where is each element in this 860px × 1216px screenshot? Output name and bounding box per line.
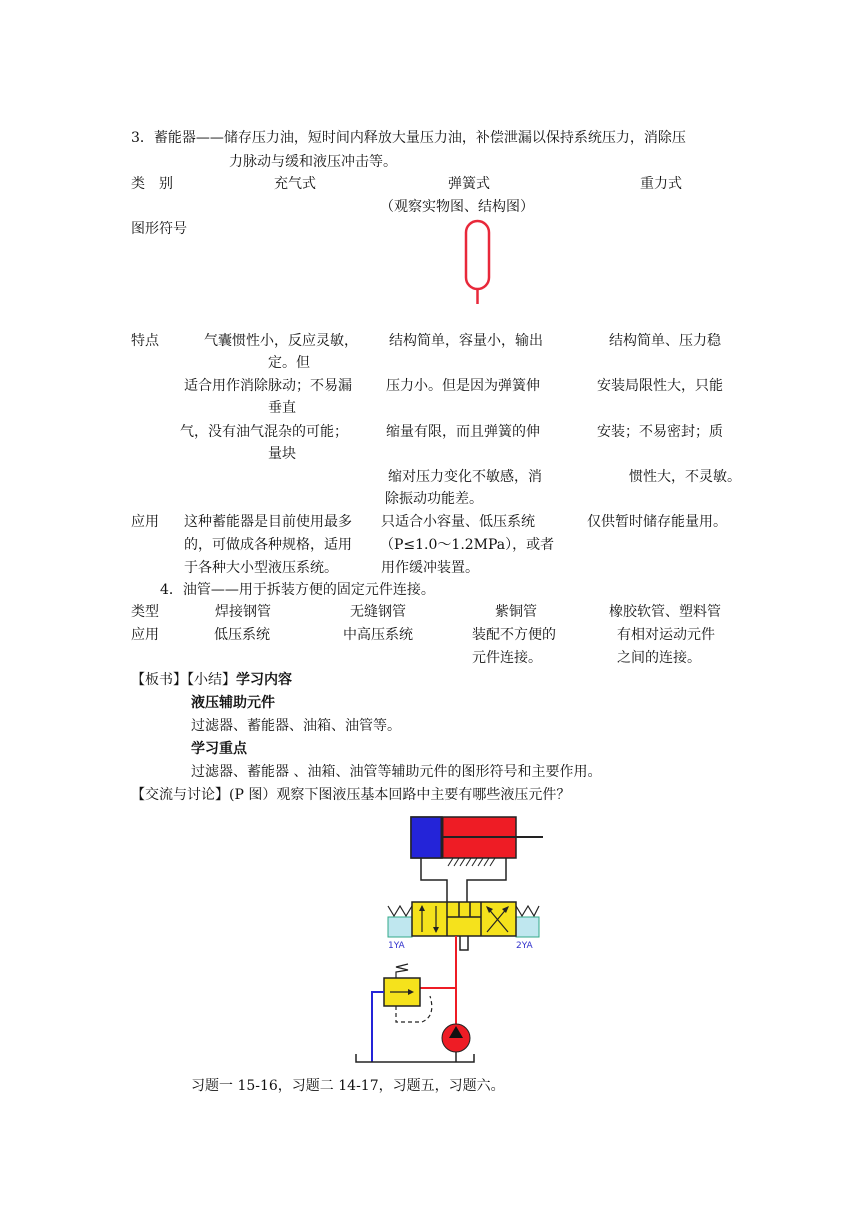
feature-spring-line: 压力小。但是因为弹簧伸 — [386, 378, 540, 394]
relief-valve — [384, 964, 432, 1022]
application-spring-line: 只适合小容量、低压系统 — [381, 514, 535, 530]
summary-heading-prefix: 【板书】【小结】 — [131, 672, 236, 688]
hydraulic-circuit-diagram — [350, 810, 550, 1072]
type-gravity: 重力式 — [640, 176, 682, 192]
feature-gas-line: 气囊惯性小，反应灵敏， — [204, 333, 358, 349]
pipe-app: 有相对运动元件 — [617, 627, 715, 643]
label-1ya: 1YA — [388, 941, 405, 951]
pipe-app: 低压系统 — [214, 627, 270, 643]
pipe-type: 紫铜管 — [495, 604, 537, 620]
pipe-type: 焊接钢管 — [215, 604, 271, 620]
feature-gravity-line: 安装局限性大，只能 — [597, 378, 723, 394]
summary-heading-bold: 学习内容 — [236, 672, 292, 688]
feature-spring-line: 结构简单，容量小，输出 — [389, 333, 543, 349]
pipes-app-label: 应用 — [131, 627, 159, 643]
pipe-app: 之间的连接。 — [617, 650, 701, 666]
application-gravity: 仅供暂时储存能量用。 — [587, 514, 727, 530]
label-2ya: 2YA — [516, 941, 533, 951]
type-gas: 充气式 — [274, 176, 316, 192]
feature-gas-line: 气，没有油气混杂的可能； — [180, 424, 348, 440]
discussion-prompt: 【交流与讨论】(P 图）观察下图液压基本回路中主要有哪些液压元件？ — [131, 787, 571, 803]
feature-gas-line: 定。但 — [268, 355, 310, 371]
pipes-title: 4．油管——用于拆装方便的固定元件连接。 — [160, 582, 435, 598]
feature-gravity-line: 结构简单、压力稳 — [609, 333, 721, 349]
solenoid-left — [388, 917, 412, 937]
pipe-app: 装配不方便的 — [472, 627, 556, 643]
feature-spring-line: 除振动功能差。 — [385, 491, 483, 507]
feature-spring-line: 缩对压力变化不敏感，消 — [388, 469, 542, 485]
observe-note: （观察实物图、结构图） — [380, 199, 534, 215]
symbol-label: 图形符号 — [131, 221, 187, 237]
application-gas-line: 这种蓄能器是目前使用最多 — [184, 514, 352, 530]
feature-gas-line: 垂直 — [268, 400, 296, 416]
application-gas-line: 于各种大小型液压系统。 — [184, 560, 338, 576]
pipes-type-label: 类型 — [131, 604, 159, 620]
solenoid-right — [516, 917, 539, 937]
feature-gas-line: 适合用作消除脉动；不易漏 — [184, 378, 352, 394]
directional-valve — [412, 902, 516, 936]
application-spring-line: （P≤1.0～1.2MPa），或者 — [380, 537, 555, 553]
accumulator-title-cont: 力脉动与缓和液压冲击等。 — [229, 154, 397, 170]
hydraulic-cylinder — [411, 817, 543, 866]
type-spring: 弹簧式 — [448, 176, 490, 192]
summary-subheading: 液压辅助元件 — [191, 695, 275, 711]
application-spring-line: 用作缓冲装置。 — [381, 560, 479, 576]
feature-spring-line: 缩量有限，而且弹簧的伸 — [386, 424, 540, 440]
summary-heading — [131, 670, 292, 690]
summary-subheading: 学习重点 — [191, 741, 247, 757]
summary-text: 过滤器、蓄能器 、油箱、油管等辅助元件的图形符号和主要作用。 — [191, 764, 602, 780]
application-gas-line: 的，可做成各种规格，适用 — [184, 537, 352, 553]
feature-gas-line: 量块 — [268, 446, 296, 462]
accumulator-title: 3．蓄能器——储存压力油，短时间内释放大量压力油，补偿泄漏以保持系统压力，消除压 — [131, 130, 686, 146]
hydraulic-pump — [442, 1024, 470, 1062]
accumulator-symbol — [460, 216, 496, 308]
pipe-type: 无缝钢管 — [350, 604, 406, 620]
category-label: 类 别 — [131, 176, 173, 192]
pipe-app: 元件连接。 — [472, 650, 542, 666]
summary-text: 过滤器、蓄能器、油箱、油管等。 — [191, 718, 401, 734]
feature-gravity-line: 安装；不易密封；质 — [597, 424, 723, 440]
pipe-app: 中高压系统 — [343, 627, 413, 643]
pipe-type: 橡胶软管、塑料管 — [609, 604, 721, 620]
feature-gravity-line: 惯性大，不灵敏。 — [629, 469, 741, 485]
application-label: 应用 — [131, 514, 159, 530]
features-label: 特点 — [131, 333, 159, 349]
homework: 习题一 15-16，习题二 14-17，习题五，习题六。 — [191, 1078, 505, 1094]
